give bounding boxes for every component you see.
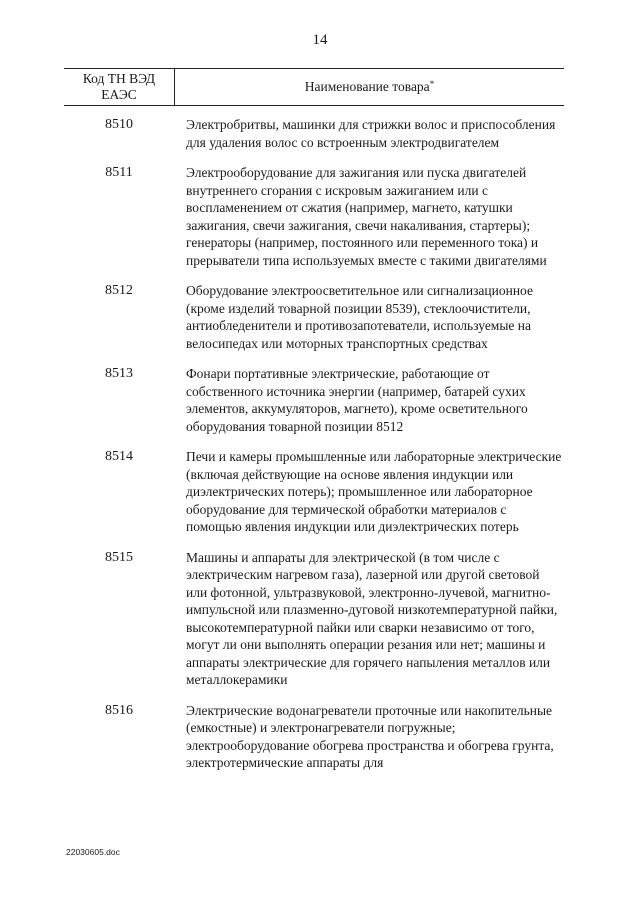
- row-code: 8515: [105, 549, 133, 565]
- footer-filename: 22030605.doc: [66, 847, 120, 857]
- table-row: [64, 702, 564, 772]
- table-row: [64, 448, 564, 536]
- row-code: 8512: [105, 283, 133, 298]
- table-header: [64, 68, 564, 106]
- row-description: Электробритвы, машинки для стрижки волос и приспособления для удаления волос со встроенным электродвигателем: [186, 117, 556, 150]
- column-header-name-text: Наименование товара: [304, 79, 430, 94]
- table-row: [64, 116, 564, 151]
- footnote-mark: *: [429, 79, 435, 89]
- row-code: 8514: [105, 449, 133, 464]
- table-row: [64, 549, 564, 689]
- column-header-name: [175, 69, 564, 105]
- row-description: Фонари портативные электрические, работающие от собственного источника энергии (например, батарей сухих элементов, аккумуляторов, магнето), кроме осветительного оборудования товарной позиции 8512: [186, 366, 528, 434]
- row-code: 8516: [105, 702, 133, 718]
- table-row: [64, 365, 564, 435]
- table-row: [64, 164, 564, 269]
- table-body: [64, 116, 564, 785]
- column-header-code: Код ТН ВЭД ЕАЭС: [82, 71, 156, 102]
- row-description: Электрические водонагреватели проточные или накопительные (емкостные) и электронагреватели погружные; электрооборудование обогрева пространства и обогрева грунта, электротермические аппараты для: [186, 702, 554, 770]
- row-code: 8513: [105, 366, 133, 381]
- row-code: 8511: [105, 165, 133, 180]
- row-description: Печи и камеры промышленные или лабораторные электрические (включая действующие на основе явления индукции или диэлектрических потерь); промышленное или лабораторное оборудование для термической обработки материалов с помощью явления индукции или диэлектрических потерь: [186, 449, 562, 534]
- row-code: 8510: [105, 117, 133, 132]
- row-description: Оборудование электроосветительное или сигнализационное (кроме изделий товарной позиции 8539), стеклоочистители, антиобледенители и противозапотеватели, используемые на велосипедах или моторных транспортных средствах: [186, 283, 533, 351]
- row-description: Машины и аппараты для электрической (в том числе с электрическим нагревом газа), лазерной или другой световой или фотонной, ультразвуковой, электронно-лучевой, магнитно-импульсной или плазменно-дуговой низкотемпературной пайки, высокотемпературной пайки или сварки независимо от того, могут ли они выполнять операции резания или нет; машины и аппараты электрические для горячего напыления металлов или металлокерамики: [186, 549, 558, 687]
- table-row: [64, 282, 564, 352]
- row-description: Электрооборудование для зажигания или пуска двигателей внутреннего сгорания с искровым зажиганием или с воспламенением от сжатия (например, магнето, катушки зажигания, свечи зажигания, свечи накаливания, стартеры); генераторы (например, постоянного или переменного тока) и прерыватели типа используемых вместе с такими двигателями: [186, 165, 547, 268]
- page-number: 14: [312, 32, 328, 48]
